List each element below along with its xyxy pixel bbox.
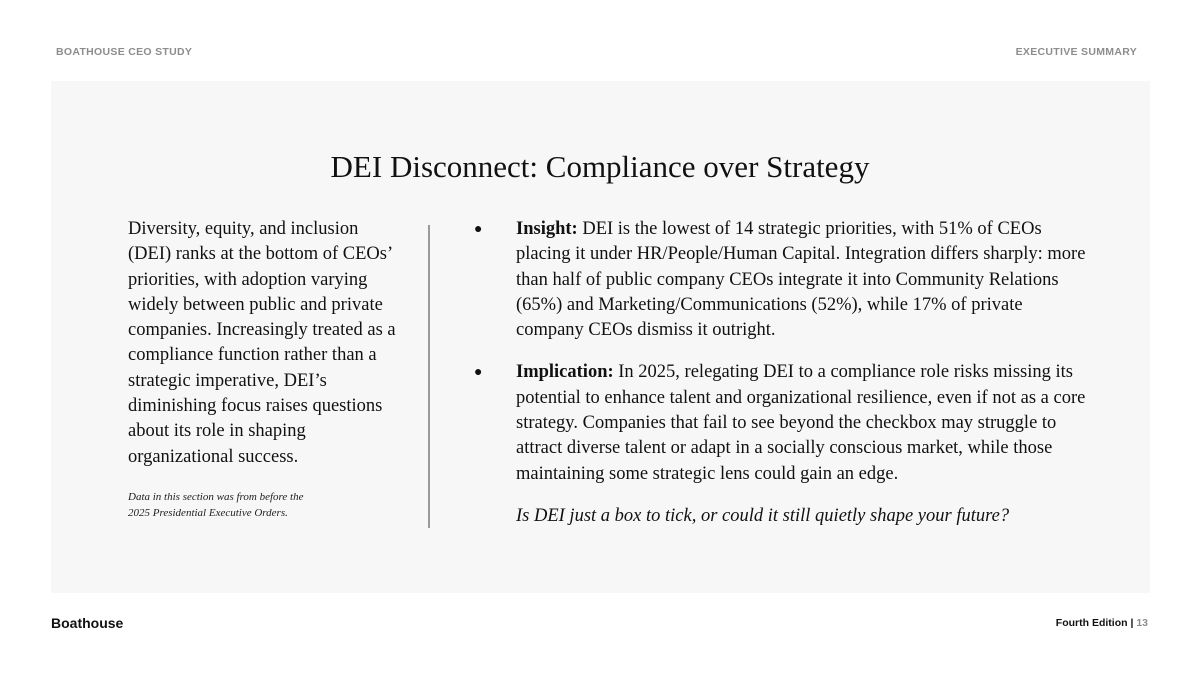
- footnote-line-2: 2025 Presidential Executive Orders.: [128, 506, 288, 519]
- footer-edition: [1056, 617, 1148, 629]
- bullet-dot-icon: ●: [474, 222, 483, 237]
- column-divider: [428, 225, 430, 528]
- implication-label: Implication:: [516, 362, 614, 383]
- page-number: 13: [1136, 617, 1148, 629]
- slide-title: DEI Disconnect: Compliance over Strategy: [330, 149, 870, 184]
- header-study-name: BOATHOUSE CEO STUDY: [56, 46, 193, 58]
- header-section-name: EXECUTIVE SUMMARY: [1015, 46, 1137, 58]
- footnote: [128, 489, 398, 521]
- insight-text: [516, 217, 1092, 343]
- insight-bullet: [472, 217, 1092, 343]
- bullet-dot-icon: ●: [474, 365, 483, 381]
- insight-body: DEI is the lowest of 14 strategic priorities, with 51% of CEOs placing it under HR/People/Human Capital. Integration differs sharply: more than half of public company CEOs integrate it into Community Relations (65%) and Marketing/Communications (52%), while 17% of private company CEOs dismiss it outright.: [516, 219, 1086, 341]
- implication-body: In 2025, relegating DEI to a compliance role risks missing its potential to enhance talent and organizational resilience, even if not as a core strategy. Companies that fail to see beyond the checkbox may struggle to attract diverse talent or adapt in a socially conscious market, while those maintaining some strategic lens could gain an edge.: [516, 362, 1086, 484]
- intro-column: [128, 217, 398, 521]
- insight-label: Insight:: [516, 219, 578, 239]
- intro-paragraph: Diversity, equity, and inclusion (DEI) ranks at the bottom of CEOs’ priorities, with adoption varying widely between public and private companies. Increasingly treated as a compliance function rather than a strategic imperative, DEI’s diminishing focus raises questions about its role in shaping organizational success.: [128, 219, 396, 467]
- footnote-line-1: Data in this section was from before the: [128, 490, 304, 503]
- closing-question: Is DEI just a box to tick, or could it still quietly shape your future?: [516, 505, 1010, 526]
- findings-column: [472, 217, 1092, 529]
- brand-logo: Boathouse: [51, 615, 124, 631]
- implication-bullet: [472, 360, 1092, 486]
- implication-text: [516, 360, 1092, 486]
- edition-label: Fourth Edition |: [1055, 617, 1134, 629]
